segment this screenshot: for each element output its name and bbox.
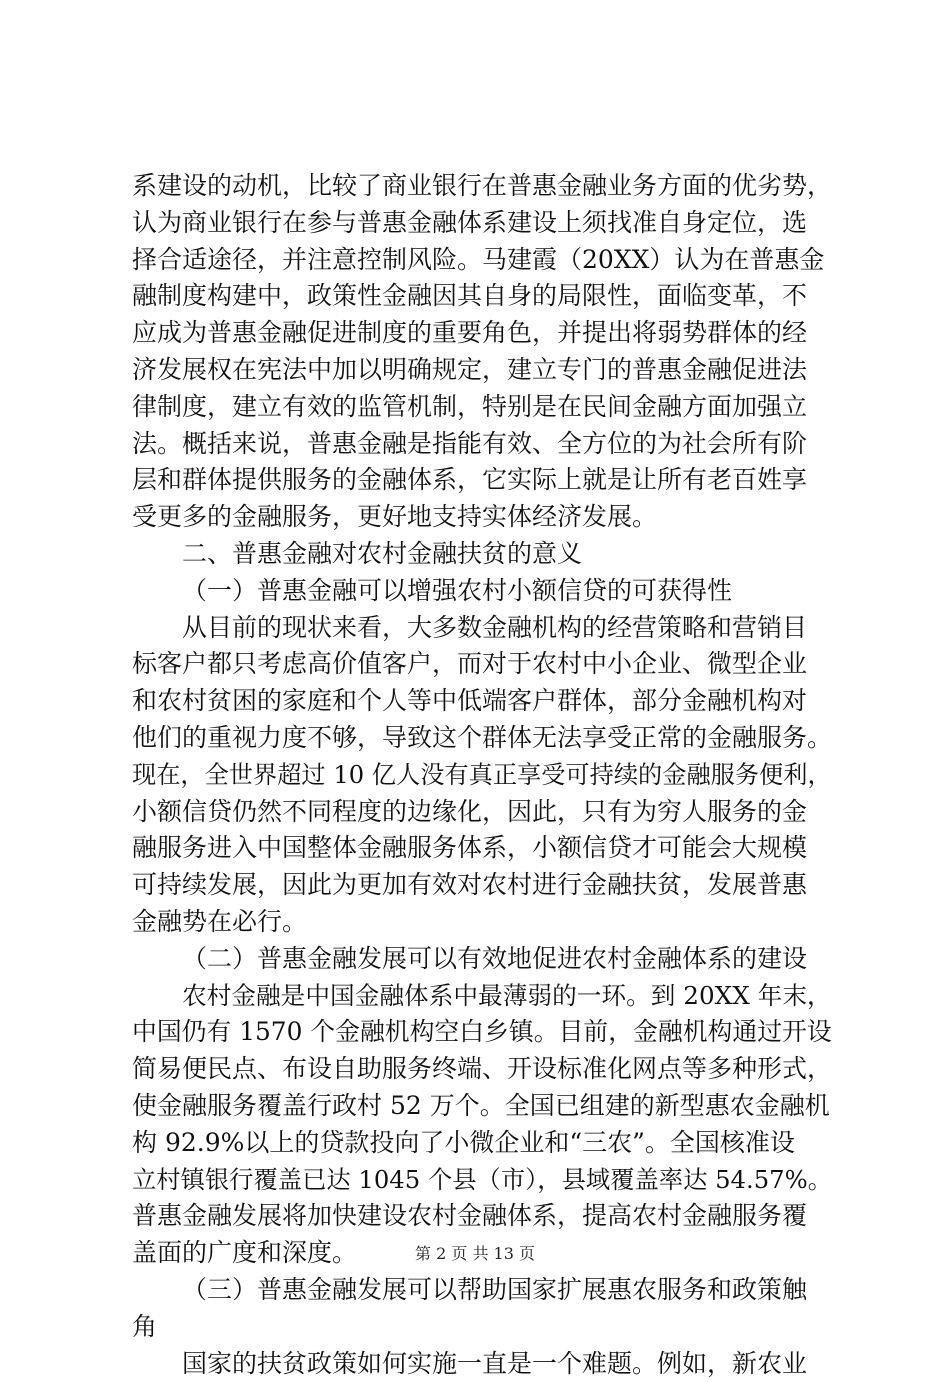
- text-line: 农村金融是中国金融体系中最薄弱的一环。到 20XX 年末，: [132, 978, 832, 1015]
- text-line: 和农村贫困的家庭和个人等中低端客户群体，部分金融机构对: [132, 683, 832, 720]
- text-line: 盖面的广度和深度。: [132, 1235, 832, 1272]
- text-line: 国家的扶贫政策如何实施一直是一个难题。例如，新农业: [132, 1346, 832, 1382]
- text-line: 济发展权在宪法中加以明确规定，建立专门的普惠金融促进法: [132, 352, 832, 389]
- text-line: 法。概括来说，普惠金融是指能有效、全方位的为社会所有阶: [132, 426, 832, 463]
- text-line: 构 92.9%以上的贷款投向了小微企业和“三农”。全国核准设: [132, 1125, 832, 1162]
- subsection-heading: （三）普惠金融发展可以帮助国家扩展惠农服务和政策触: [132, 1272, 832, 1309]
- text-line: 中国仍有 1570 个金融机构空白乡镇。目前，金融机构通过开设: [132, 1014, 832, 1051]
- text-line: 简易便民点、布设自助服务终端、开设标准化网点等多种形式，: [132, 1051, 832, 1088]
- text-line: 律制度，建立有效的监管机制，特别是在民间金融方面加强立: [132, 389, 832, 426]
- text-line: 他们的重视力度不够，导致这个群体无法享受正常的金融服务。: [132, 720, 832, 757]
- text-line: 层和群体提供服务的金融体系，它实际上就是让所有老百姓享: [132, 462, 832, 499]
- text-line: 受更多的金融服务，更好地支持实体经济发展。: [132, 499, 832, 536]
- page-footer: 第 2 页 共 13 页: [0, 1244, 950, 1264]
- subsection-heading: （一）普惠金融可以增强农村小额信贷的可获得性: [132, 573, 832, 610]
- text-line: 使金融服务覆盖行政村 52 万个。全国已组建的新型惠农金融机: [132, 1088, 832, 1125]
- text-line: 小额信贷仍然不同程度的边缘化，因此，只有为穷人服务的金: [132, 794, 832, 831]
- text-line: 可持续发展，因此为更加有效对农村进行金融扶贫，发展普惠: [132, 867, 832, 904]
- text-line: 融制度构建中，政策性金融因其自身的局限性，面临变革，不: [132, 278, 832, 315]
- text-line: 择合适途径，并注意控制风险。马建霞（20XX）认为在普惠金: [132, 242, 832, 279]
- subsection-heading: （二）普惠金融发展可以有效地促进农村金融体系的建设: [132, 941, 832, 978]
- text-line: 角: [132, 1309, 832, 1346]
- text-line: 金融势在必行。: [132, 904, 832, 941]
- body-text: [132, 168, 832, 1382]
- text-line: 应成为普惠金融促进制度的重要角色，并提出将弱势群体的经: [132, 315, 832, 352]
- text-line: 立村镇银行覆盖已达 1045 个县（市），县域覆盖率达 54.57%。: [132, 1162, 832, 1199]
- text-line: 标客户都只考虑高价值客户，而对于农村中小企业、微型企业: [132, 646, 832, 683]
- text-line: 从目前的现状来看，大多数金融机构的经营策略和营销目: [132, 610, 832, 647]
- text-line: 认为商业银行在参与普惠金融体系建设上须找准自身定位，选: [132, 205, 832, 242]
- text-line: 现在，全世界超过 10 亿人没有真正享受可持续的金融服务便利，: [132, 757, 832, 794]
- text-line: 系建设的动机，比较了商业银行在普惠金融业务方面的优劣势，: [132, 168, 832, 205]
- text-line: 普惠金融发展将加快建设农村金融体系，提高农村金融服务覆: [132, 1198, 832, 1235]
- text-line: 融服务进入中国整体金融服务体系，小额信贷才可能会大规模: [132, 830, 832, 867]
- section-heading: 二、普惠金融对农村金融扶贫的意义: [132, 536, 832, 573]
